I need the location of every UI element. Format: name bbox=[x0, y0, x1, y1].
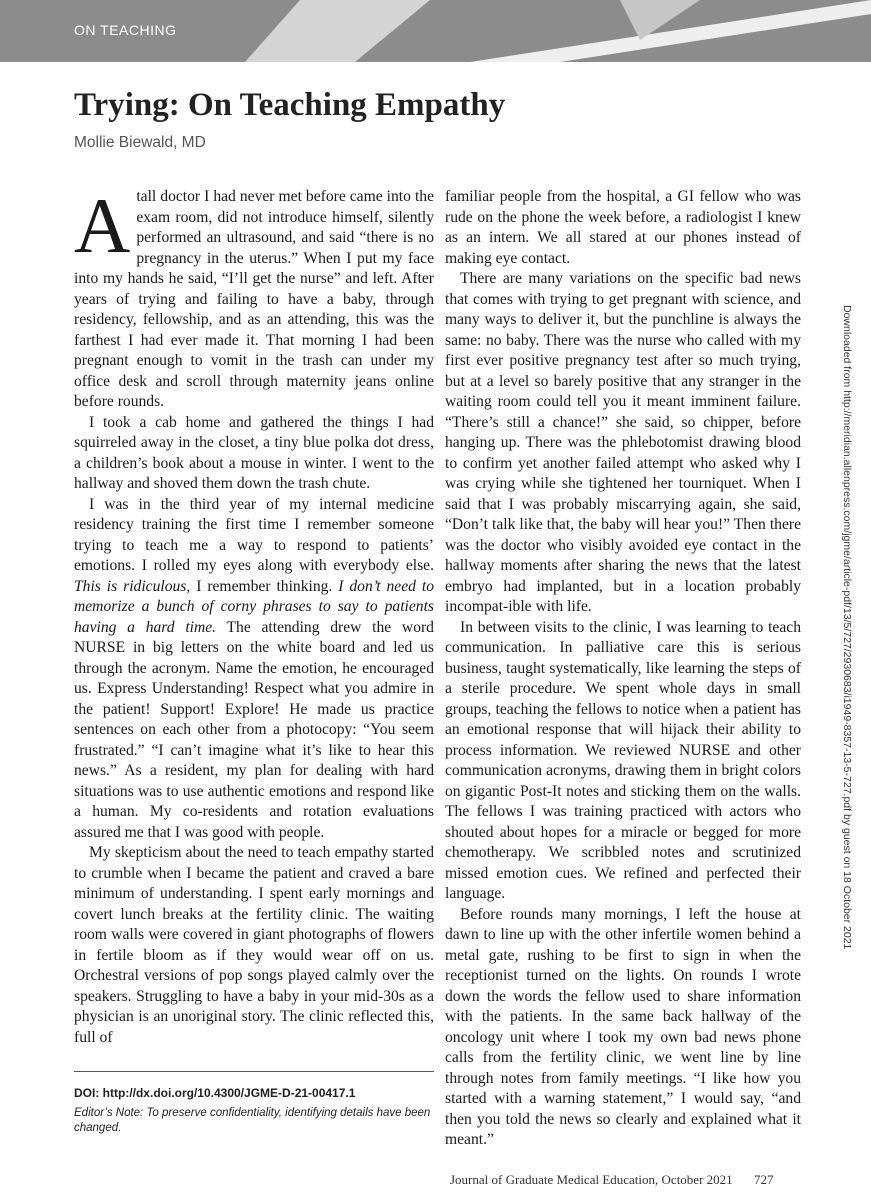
drop-cap: A bbox=[74, 182, 131, 269]
paragraph bbox=[74, 413, 434, 495]
article-author: Mollie Biewald, MD bbox=[74, 134, 206, 151]
body-text: Before rounds many mornings, I left the house at dawn to line up with the other infertile women behind a metal gate, rushing to be first to sign in when the receptionist turned on the lights. On rounds I wrote down the words the fellow used to share information with the patients. In the same back hallway of the oncology unit where I took my own bad news phone calls from the fertility clinic, we went line by line through notes from family meetings. “I like how you started with a warning statement,” I would say, “and then you told the news so clearly and explained what it meant.” bbox=[445, 905, 801, 1148]
body-text: My skepticism about the need to teach empathy started to crumble when I became the patient and craved a bare minimum of understanding. I spent early mornings and covert lunch breaks at the fertility clinic. The waiting room walls were covered in giant photographs of flowers in fertile bloom as if they would wear off on us. Orchestral versions of pop songs played calmly over the speakers. Struggling to have a baby in your mid-30s as a physician is an unoriginal story. The clinic reflected this, full of bbox=[74, 844, 434, 1046]
journal-footer: Journal of Graduate Medical Education, October 2021 bbox=[450, 1172, 733, 1187]
paragraph bbox=[74, 495, 434, 844]
section-banner bbox=[0, 0, 871, 62]
body-text: There are many variations on the specific bad news that comes with trying to get pregnant with science, and many ways to deliver it, but the punchline is always the same: no baby. There was the nurse who called with my first ever positive pregnancy test after so much trying, but at a level so barely positive that any stranger in the waiting room could tell you it meant imminent failure. “There’s still a chance!” she said, so chipper, before hanging up. There was the phlebotomist drawing blood to confirm yet another failed attempt who asked why I was crying while she tightened her tourniquet. When I said that I was probably miscarrying again, she said, “Don’t talk like that, the baby will hear you!” Then there was the doctor who visibly avoided eye contact in the hallway moments after sharing the news that the latest embryo had implanted, but in a location probably incompat-ible with life. bbox=[445, 270, 801, 615]
page-number: 727 bbox=[754, 1172, 774, 1187]
body-text: I was in the third year of my internal medicine residency training the first time I remember someone trying to teach me a way to respond to patients’ emotions. I rolled my eyes along with everybody else. bbox=[74, 495, 434, 574]
editor-note: Editor’s Note: To preserve confidentiality, identifying details have been changed. bbox=[74, 1107, 431, 1134]
paragraph bbox=[445, 618, 801, 905]
section-label: ON TEACHING bbox=[74, 22, 177, 38]
footnote-divider bbox=[74, 1071, 434, 1072]
paragraph bbox=[74, 182, 434, 413]
body-text: familiar people from the hospital, a GI fellow who was rude on the phone the week before, a radiologist I knew as an intern. We all stared at our phones instead of making eye contact. bbox=[445, 188, 801, 267]
doi-link[interactable]: DOI: http://dx.doi.org/10.4300/JGME-D-21-00417.1 bbox=[74, 1086, 356, 1100]
paragraph bbox=[74, 843, 434, 1048]
emphasis-text: I don’t need to memorize a bunch of corny phrases to say to patients having a hard time. bbox=[74, 577, 434, 636]
emphasis-text: This is ridiculous bbox=[74, 577, 187, 595]
left-column bbox=[74, 182, 434, 1048]
paragraph bbox=[445, 269, 801, 618]
paragraph bbox=[445, 187, 801, 269]
body-text: tall doctor I had never met before came into the exam room, did not introduce himself, silently performed an ultrasound, and said “there is no pregnancy in the uterus.” When I put my face into my hands he said, “I’ll get the nurse” and left. After years of trying and failing to have a baby, through residency, fellowship, and as an attending, this was the farthest I had ever made it. That morning I had been pregnant enough to vomit in the trash can under my office desk and scroll through maternity jeans online before rounds. bbox=[74, 188, 434, 410]
body-text: The attending drew the word NURSE in big letters on the white board and led us through the acronym. Name the emotion, he encouraged us. Express Understanding! Respect what you admire in the patient! Support! Explore! He made us practice sentences on each other from a photocopy: “You seem frustrated.” “I can’t imagine what it’s like to hear this news.” As a resident, my plan for dealing with hard situations was to use authentic emotions and respond like a human. My co-residents and rotation evaluations assured me that I was good with people. bbox=[74, 618, 434, 841]
right-column bbox=[445, 187, 801, 1151]
paragraph bbox=[445, 905, 801, 1151]
body-text: In between visits to the clinic, I was learning to teach communication. In palliative care this is serious business, taught systematically, like learning the steps of a sterile procedure. We spent whole days in small groups, teaching the fellows to notice when a patient has an emotional response that will hijack their ability to process information. We reviewed NURSE and other communication acronyms, drawing them in bright colors on gigantic Post-It notes and sticking them on the walls. The fellows I was training practiced with actors who shouted about hopes for a miracle or begged for more chemotherapy. We scribbled notes and scrutinized missed emotion cues. We refined and perfected their language. bbox=[445, 618, 801, 902]
download-watermark: Downloaded from http://meridian.allenpress.com/jgme/article-pdf/13/5/727/2930683/i1949-8357-13-5-727.pdf by guest on 18 October 2021 bbox=[841, 305, 853, 950]
body-text: , I remember thinking. bbox=[186, 577, 339, 595]
body-text: I took a cab home and gathered the things I had squirreled away in the closet, a tiny blue polka dot dress, a children’s book about a mouse in winter. I went to the hallway and shoved them down the trash chute. bbox=[74, 413, 434, 492]
article-title: Trying: On Teaching Empathy bbox=[74, 87, 506, 123]
